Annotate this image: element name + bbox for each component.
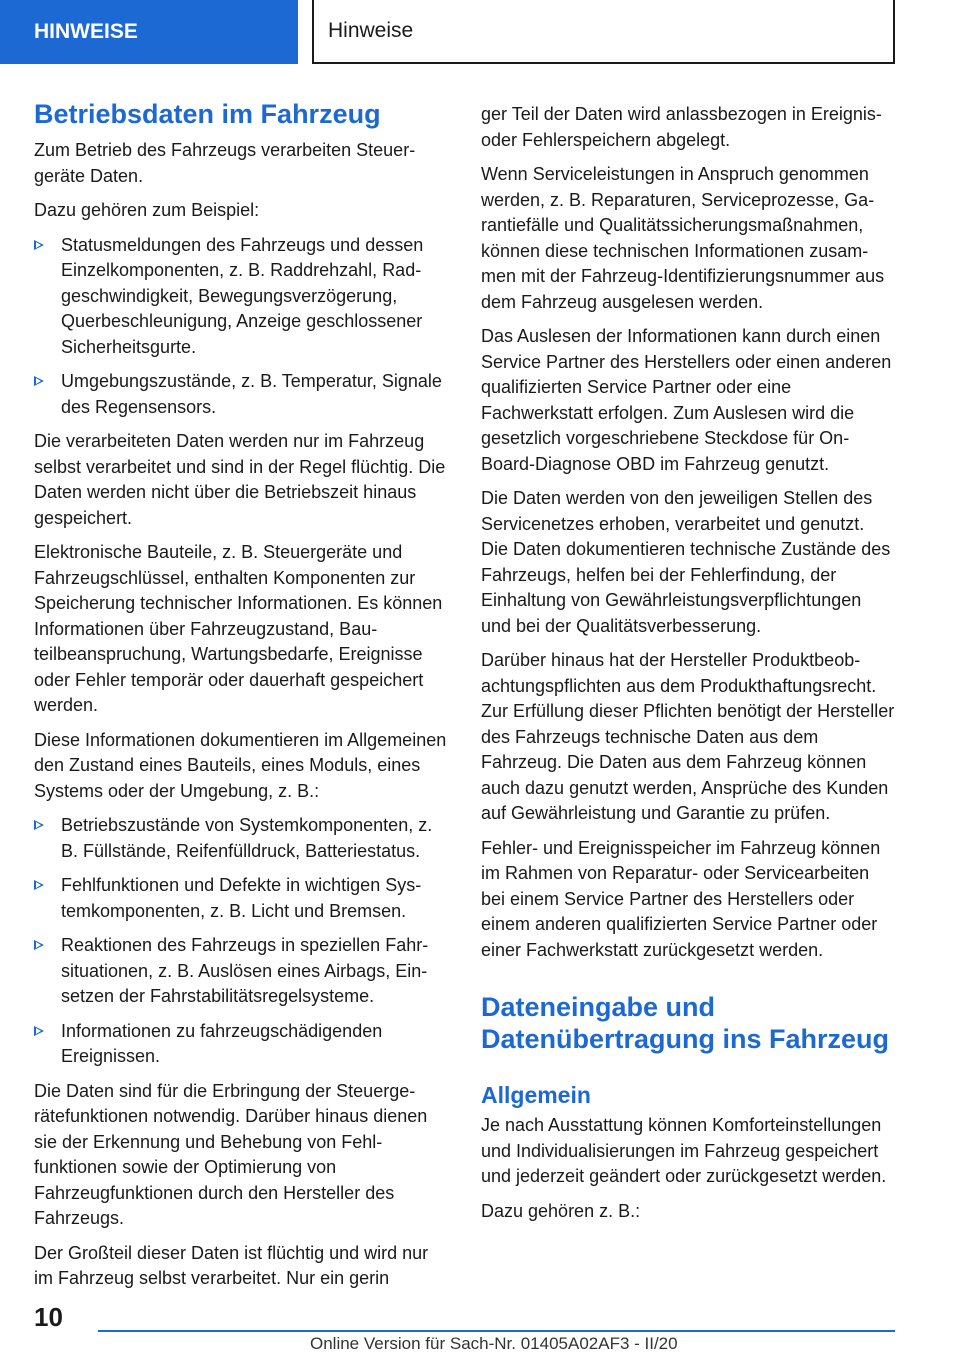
- paragraph: Fehler- und Ereignisspeicher im Fahrzeug können im Rahmen von Reparatur- oder Servicearbeiten bei einem Service Partner des Herstellers oder einem anderen qualifizierten Service Partner oder einer Fachwerkstatt zurückgesetzt werden.: [481, 837, 881, 960]
- list-item: [34, 369, 448, 420]
- paragraph: Dazu gehören z. B.:: [481, 1200, 641, 1221]
- section-tab-label: HINWEISE: [34, 20, 138, 43]
- paragraph: Je nach Ausstattung können Komforteinstellungen und Individualisierungen im Fahrzeug gespeichert und jederzeit geändert oder zurückgesetzt werden.: [481, 1115, 887, 1186]
- bullet-list: [34, 813, 448, 1070]
- subheading-allgemein: Allgemein: [481, 1082, 591, 1108]
- paragraph: Diese Informationen dokumentieren im Allgemeinen den Zustand eines Bauteils, eines Moduls, eines Systems oder der Umgebung, z. B.:: [34, 729, 447, 801]
- list-item-text: Informationen zu fahrzeugschädigenden Ereignissen.: [61, 1020, 383, 1066]
- online-version-note: Online Version für Sach-Nr. 01405A02AF3 - II/20: [310, 1334, 678, 1353]
- paragraph: Die Daten werden von den jeweiligen Stellen des Servicenetzes erhoben, verarbeitet und genutzt. Die Daten dokumentieren technische Zustände des Fahrzeugs, helfen bei der Fehlerfindung, der Einhaltung von Gewährleistungsverpflichtungen und bei der Qualitätsverbesserung.: [481, 488, 891, 636]
- triangle-bullet-icon: [34, 880, 44, 890]
- heading-dateneingabe: Dateneingabe und Datenübertragung ins Fahrzeug: [481, 992, 890, 1054]
- list-item: [34, 873, 448, 924]
- list-item-text: Umgebungszustände, z. B. Temperatur, Signale des Regensensors.: [61, 371, 442, 417]
- list-item: [34, 813, 448, 864]
- list-item: [34, 233, 448, 361]
- left-column: [34, 98, 448, 1301]
- right-column: [481, 102, 895, 1233]
- list-item-text: Betriebszustände von Systemkomponenten, z. B. Füllstände, Reifenfülldruck, Batteriestatus.: [61, 815, 433, 861]
- paragraph: Wenn Serviceleistungen in Anspruch genommen werden, z. B. Reparaturen, Serviceprozesse, Garantiefälle und Qualitätssicherungsmaßnahmen, können diese technischen Informationen zusammen mit der Fahrzeug-Identifizierungsnummer aus dem Fahrzeug ausgelesen werden.: [481, 164, 885, 312]
- heading-betriebsdaten: Betriebsdaten im Fahrzeug: [34, 99, 381, 129]
- list-item: [34, 1019, 448, 1070]
- list-item-text: Fehlfunktionen und Defekte in wichtigen Systemkomponenten, z. B. Licht und Bremsen.: [61, 875, 422, 921]
- paragraph: Zum Betrieb des Fahrzeugs verarbeiten Steuergeräte Daten.: [34, 140, 416, 186]
- page-title-tab: [312, 0, 895, 64]
- triangle-bullet-icon: [34, 240, 44, 250]
- paragraph: Die Daten sind für die Erbringung der Steuergerätefunktionen notwendig. Darüber hinaus dienen sie der Erkennung und Behebung von Fehlfunktionen sowie der Optimierung von Fahrzeugfunktionen durch den Hersteller des Fahrzeugs.: [34, 1080, 428, 1228]
- paragraph: Darüber hinaus hat der Hersteller Produktbeobachtungspflichten aus dem Produkthaftungsrecht. Zur Erfüllung dieser Pflichten benötigt der Hersteller des Fahrzeugs technische Daten aus dem Fahrzeug. Die Daten aus dem Fahrzeug können auch dazu genutzt werden, Ansprüche des Kunden auf Gewährleistung und Garantie zu prüfen.: [481, 650, 895, 823]
- paragraph: Elektronische Bauteile, z. B. Steuergeräte und Fahrzeugschlüssel, enthalten Komponenten zur Speicherung technischer Informationen. Es können Informationen über Fahrzeugzustand, Bauteilbeanspruchung, Wartungsbedarfe, Ereignisse oder Fehler temporär oder dauerhaft gespeichert werden.: [34, 542, 443, 715]
- paragraph: Die verarbeiteten Daten werden nur im Fahrzeug selbst verarbeitet und sind in der Regel flüchtig. Die Daten werden nicht über die Betriebszeit hinaus gespeichert.: [34, 431, 446, 528]
- triangle-bullet-icon: [34, 940, 44, 950]
- footer-divider: [98, 1330, 895, 1332]
- triangle-bullet-icon: [34, 820, 44, 830]
- list-item: [34, 933, 448, 1010]
- list-item-text: Statusmeldungen des Fahrzeugs und dessen Einzelkomponenten, z. B. Raddrehzahl, Radgeschwindigkeit, Bewegungsverzögerung, Querbeschleunigung, Anzeige geschlossener Sicherheitsgurte.: [61, 234, 424, 357]
- section-tab: [0, 0, 298, 64]
- page-number: 10: [34, 1302, 63, 1332]
- page-title: Hinweise: [328, 19, 414, 42]
- paragraph: Das Auslesen der Informationen kann durch einen Service Partner des Herstellers oder einen anderen qualifizierten Service Partner oder eine Fachwerkstatt erfolgen. Zum Auslesen wird die gesetzlich vorgeschriebene Steckdose für On-Board-Diagnose OBD im Fahrzeug genutzt.: [481, 326, 892, 474]
- paragraph: Dazu gehören zum Beispiel:: [34, 200, 260, 220]
- paragraph: Der Großteil dieser Daten ist flüchtig und wird nur im Fahrzeug selbst verarbeitet. Nur ein gerin: [34, 1242, 429, 1288]
- bullet-list: [34, 233, 448, 421]
- triangle-bullet-icon: [34, 376, 44, 386]
- list-item-text: Reaktionen des Fahrzeugs in speziellen Fahrsituationen, z. B. Auslösen eines Airbags, Einsetzen der Fahrstabilitätsregelsysteme.: [61, 935, 429, 1006]
- triangle-bullet-icon: [34, 1026, 44, 1036]
- paragraph: ger Teil der Daten wird anlassbezogen in Ereignis- oder Fehlerspeichern abgelegt.: [481, 104, 882, 150]
